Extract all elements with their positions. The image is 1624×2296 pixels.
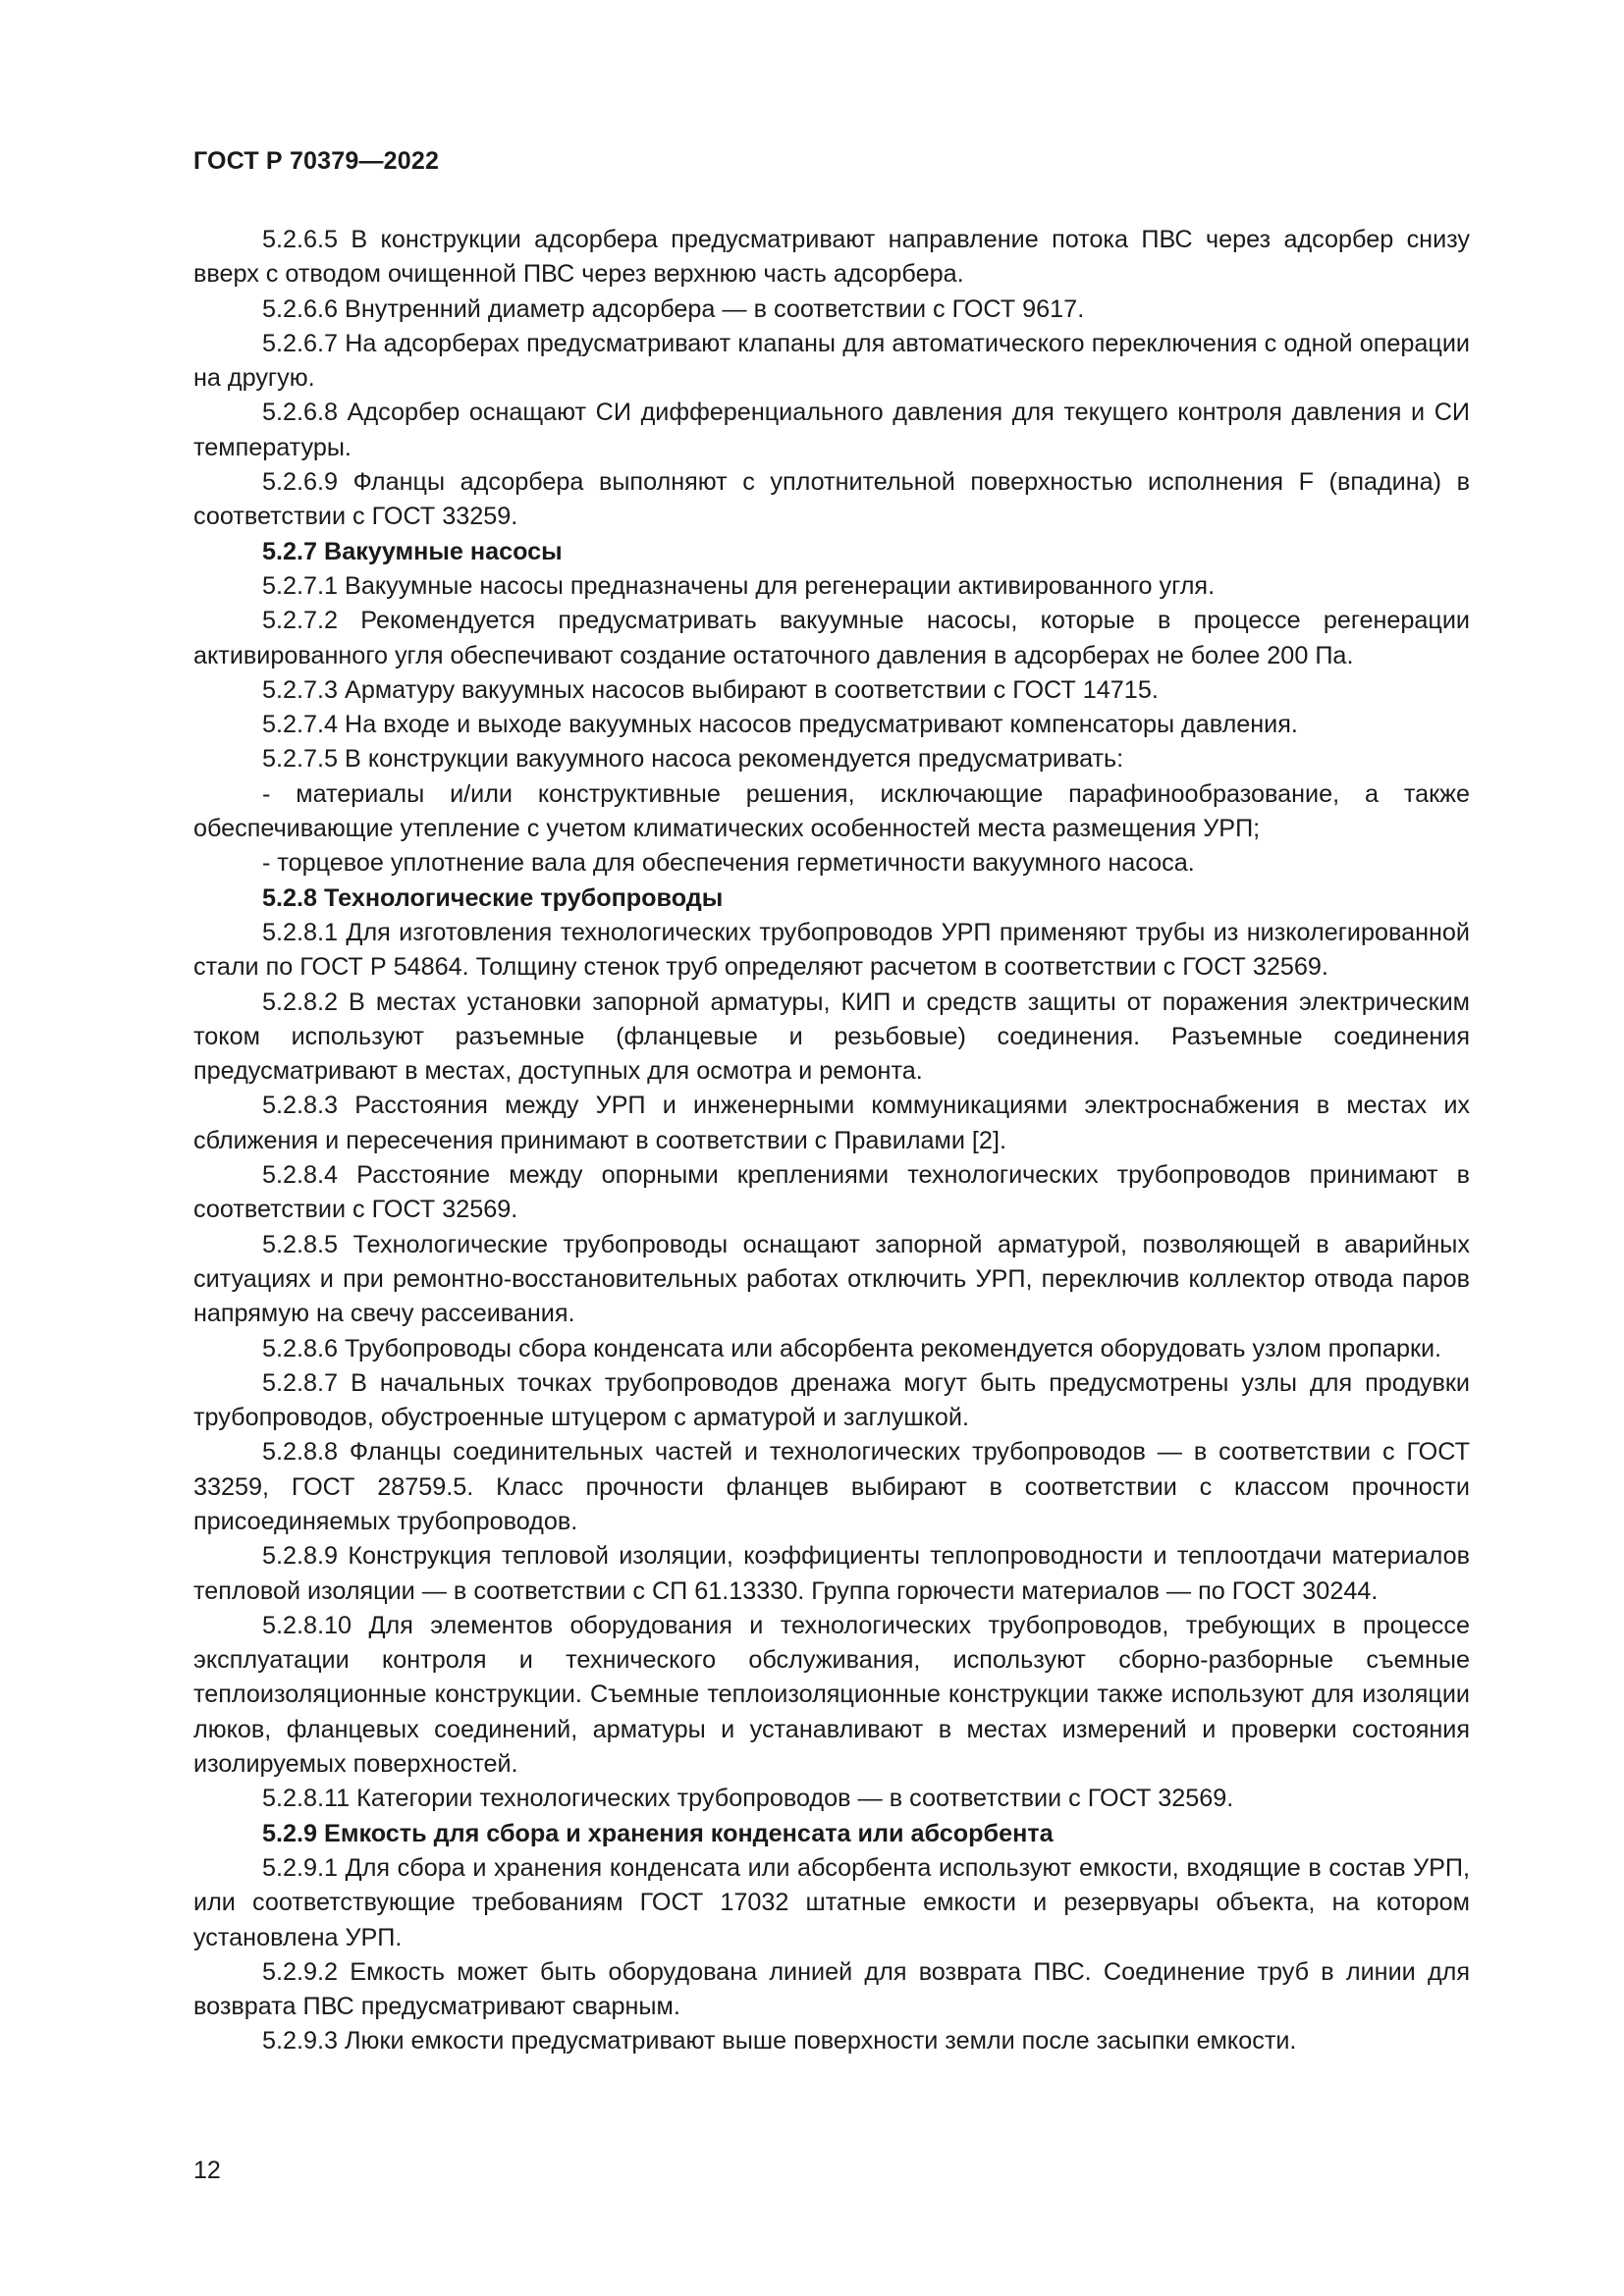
- paragraph: 5.2.7.4 На входе и выходе вакуумных насосов предусматривают компенсаторы давления.: [262, 711, 1298, 739]
- paragraph: 5.2.7.1 Вакуумные насосы предназначены для регенерации активированного угля.: [262, 571, 1216, 600]
- paragraph: 5.2.9.3 Люки емкости предусматривают выше поверхности земли после засыпки емкости.: [262, 2027, 1297, 2056]
- paragraph: 5.2.8.3 Расстояния между УРП и инженерными коммуникациями электроснабжения в местах их сближения и пересечения принимают в соответствии с Правилами [2].: [193, 1092, 1470, 1154]
- paragraph: 5.2.8.9 Конструкция тепловой изоляции, коэффициенты теплопроводности и теплоотдачи материалов тепловой изоляции — в соответствии с СП 61.13330. Группа горючести материалов — по ГОСТ 30244.: [193, 1542, 1470, 1605]
- paragraph: 5.2.8.1 Для изготовления технологических трубопроводов УРП применяют трубы из низколегированной стали по ГОСТ Р 54864. Толщину стенок труб определяют расчетом в соответствии с ГОСТ 32569.: [193, 918, 1470, 982]
- section-heading: 5.2.8 Технологические трубопроводы: [262, 883, 724, 912]
- document-body: [193, 223, 1470, 2059]
- paragraph: 5.2.9.2 Емкость может быть оборудована линией для возврата ПВС. Соединение труб в линии для возврата ПВС предусматривают сварным.: [193, 1957, 1470, 2021]
- paragraph: 5.2.6.9 Фланцы адсорбера выполняют с уплотнительной поверхностью исполнения F (впадина) в соответствии с ГОСТ 33259.: [193, 468, 1470, 531]
- paragraph: 5.2.7.5 В конструкции вакуумного насоса рекомендуется предусматривать:: [262, 745, 1124, 774]
- paragraph: - торцевое уплотнение вала для обеспечения герметичности вакуумного насоса.: [262, 849, 1195, 878]
- document-code-header: ГОСТ Р 70379—2022: [193, 147, 440, 175]
- paragraph: 5.2.6.7 На адсорберах предусматривают клапаны для автоматического переключения с одной операции на другую.: [193, 329, 1470, 393]
- paragraph: 5.2.8.7 В начальных точках трубопроводов дренажа могут быть предусмотрены узлы для продувки трубопроводов, обустроенные штуцером с арматурой и заглушкой.: [193, 1368, 1470, 1432]
- paragraph: 5.2.8.5 Технологические трубопроводы оснащают запорной арматурой, позволяющей в аварийных ситуациях и при ремонтно-восстановительных работах отключить УРП, переключив коллектор отвода паров напрямую на свечу рассеивания.: [193, 1230, 1470, 1328]
- section-heading: 5.2.7 Вакуумные насосы: [262, 537, 563, 565]
- paragraph: 5.2.6.6 Внутренний диаметр адсорбера — в соответствии с ГОСТ 9617.: [262, 294, 1085, 323]
- paragraph: - материалы и/или конструктивные решения, исключающие парафинообразование, а также обеспечивающие утепление с учетом климатических особенностей места размещения УРП;: [193, 779, 1470, 843]
- section-heading: 5.2.9 Емкость для сбора и хранения конденсата или абсорбента: [262, 1819, 1054, 1847]
- paragraph: 5.2.7.2 Рекомендуется предусматривать вакуумные насосы, которые в процессе регенерации активированного угля обеспечивают создание остаточного давления в адсорберах не более 200 Па.: [193, 607, 1470, 669]
- paragraph: 5.2.6.5 В конструкции адсорбера предусматривают направление потока ПВС через адсорбер снизу вверх с отводом очищенной ПВС через верхнюю часть адсорбера.: [193, 226, 1470, 289]
- paragraph: 5.2.7.3 Арматуру вакуумных насосов выбирают в соответствии с ГОСТ 14715.: [262, 675, 1159, 704]
- page-number: 12: [193, 2157, 221, 2184]
- paragraph: 5.2.6.8 Адсорбер оснащают СИ дифференциального давления для текущего контроля давления и СИ температуры.: [193, 399, 1470, 461]
- paragraph: 5.2.8.6 Трубопроводы сбора конденсата или абсорбента рекомендуется оборудовать узлом пропарки.: [262, 1334, 1442, 1362]
- paragraph: 5.2.8.8 Фланцы соединительных частей и технологических трубопроводов — в соответствии с ГОСТ 33259, ГОСТ 28759.5. Класс прочности фланцев выбирают в соответствии с классом прочности присоединяемых трубопроводов.: [193, 1438, 1470, 1535]
- paragraph: 5.2.8.10 Для элементов оборудования и технологических трубопроводов, требующих в процессе эксплуатации контроля и технического обслуживания, используют сборно-разборные съемные теплоизоляционные конструкции. Съемные теплоизоляционные конструкции также используют для изоляции люков, фланцевых соединений, арматуры и устанавливают в местах измерений и проверки состояния изолируемых поверхностей.: [193, 1611, 1470, 1779]
- paragraph: 5.2.8.4 Расстояние между опорными креплениями технологических трубопроводов принимают в соответствии с ГОСТ 32569.: [193, 1161, 1470, 1224]
- paragraph: 5.2.8.11 Категории технологических трубопроводов — в соответствии с ГОСТ 32569.: [262, 1785, 1234, 1813]
- paragraph: 5.2.9.1 Для сбора и хранения конденсата или абсорбента используют емкости, входящие в состав УРП, или соответствующие требованиям ГОСТ 17032 штатные емкости и резервуары объекта, на котором установлена УРП.: [193, 1853, 1470, 1951]
- paragraph: 5.2.8.2 В местах установки запорной арматуры, КИП и средств защиты от поражения электрическим током используют разъемные (фланцевые и резьбовые) соединения. Разъемные соединения предусматривают в местах, доступных для осмотра и ремонта.: [193, 988, 1470, 1086]
